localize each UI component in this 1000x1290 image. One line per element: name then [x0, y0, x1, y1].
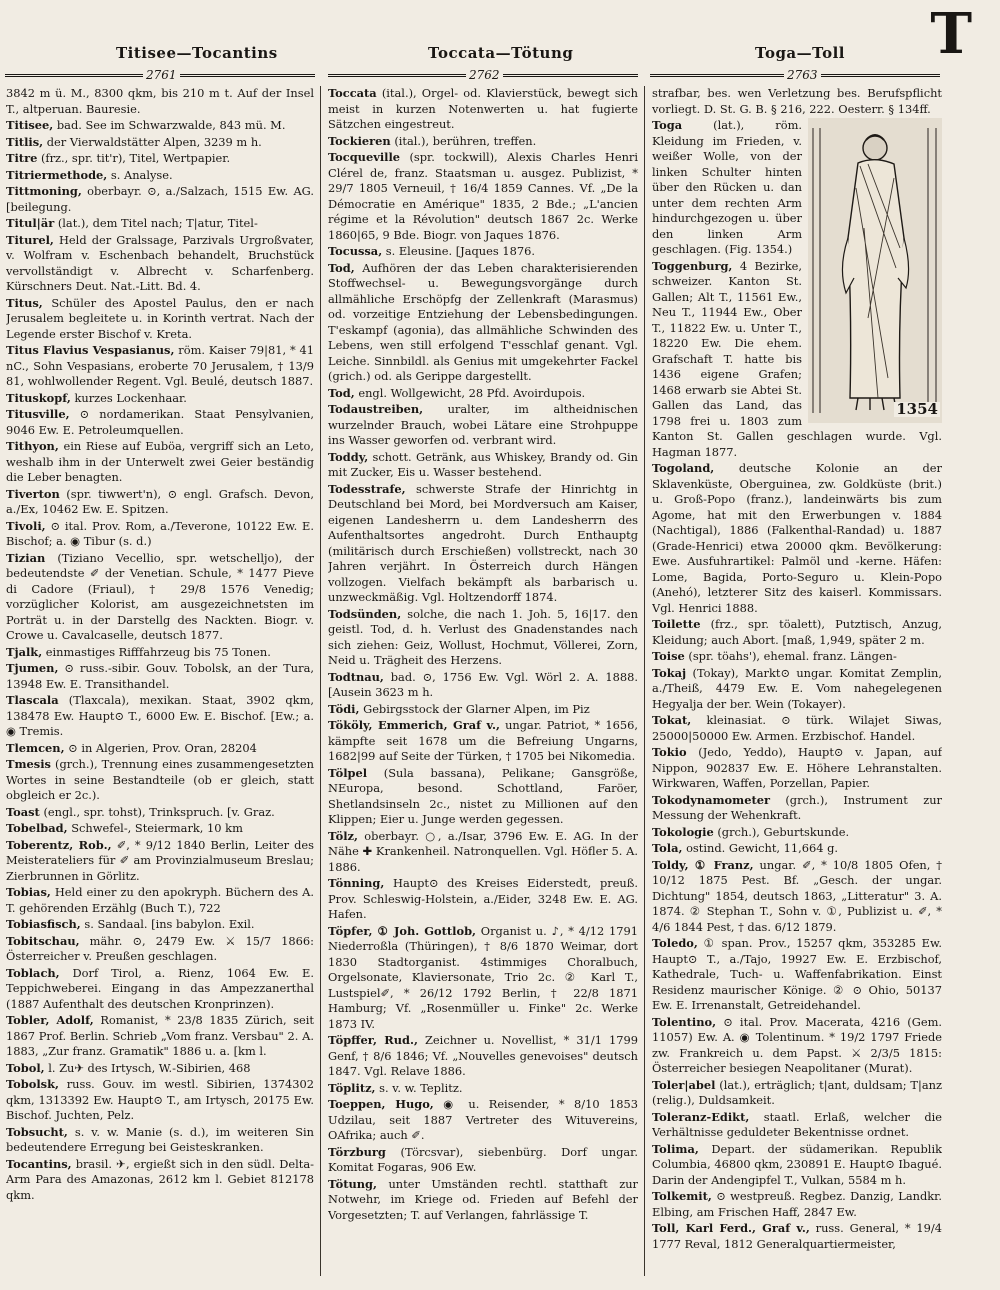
entry-text: s. Eleusine. [Jaques 1876. [385, 244, 535, 258]
dictionary-entry [6, 439, 314, 486]
entry-text: uralter, im altheidnischen wurzelnder Brauch, wobei Lätare eine Strohpuppe ins Wasser geworfen od. verbrant wird. [328, 402, 638, 447]
entry-headword: Toise [652, 649, 685, 663]
dictionary-entry [6, 118, 314, 134]
entry-headword: Toga [652, 118, 683, 132]
entry-headword: Tjumen, [6, 661, 59, 675]
entry-text: (lat.), erträglich; t|ant, duldsam; T|anz (relig.), Duldsamkeit. [652, 1077, 942, 1107]
dictionary-entry [652, 1189, 942, 1220]
entry-text: russ. Gouv. im westl. Sibirien, 1374302 qkm, 1313392 Ew. Haupt⊙ T., am Irtysch, 20175 Ew. Bischof. Juchten, Pelz. [6, 1077, 314, 1122]
entry-headword: Todaustreiben, [328, 402, 424, 416]
dictionary-entry [6, 966, 314, 1013]
entry-headword: Titus Flavius Vespasianus, [6, 343, 175, 357]
entry-headword: Tolentino, [652, 1014, 717, 1029]
entry-headword: Tittmoning, [6, 184, 82, 198]
entry-headword: Tmesis [6, 757, 51, 771]
entry-headword: Tokodynamometer [652, 792, 770, 807]
entry-headword: Toler|abel [652, 1077, 716, 1092]
dictionary-entry [328, 261, 638, 385]
dictionary-entry [6, 885, 314, 916]
page-header [0, 0, 1000, 80]
dictionary-entry [6, 757, 314, 804]
entry-headword: Tölpel [328, 765, 368, 780]
entry-headword: Todesstrafe, [328, 481, 406, 496]
entry-text: ⊙ westpreuß. Regbez. Danzig, Landkr. Elbing, am Frischen Haff, 2847 Ew. [652, 1189, 942, 1219]
page-number-center: 2762 [466, 68, 503, 82]
entry-text: Zeichner u. Novellist, * 31/1 1799 Genf, † 8/6 1846; Vf. „Nouvelles genevoises" deutsch 1847. Vgl. Relave 1886. [328, 1033, 638, 1078]
entry-text: Aufhören der das Leben charakterisierenden Stoffwechsel- u. Bewegungsvorgänge durch allmähliche Erschöpfg der Zellenkraft (Marasmus) od. vorzeitige Entziehung der Lebensbedingungen. T'eskampf (agonia), das allmähliche Schwinden des Lebens, wen still erfolgend T'esschlaf genant. Vgl. Leiche. Sinnbildl. als Genius mit umgekehrter Fackel (grich.) od. als Gerippe dargestellt. [328, 260, 638, 383]
entry-text: (Tlaxcala), mexikan. Staat, 3902 qkm, 138478 Ew. Haupt⊙ T., 6000 Ew. E. Bischof. [Ew.; a. ◉ Tremis. [6, 693, 314, 738]
entry-text: 4 Bezirke, schweizer. Kanton St. Gallen; Alt T., 11561 Ew., Neu T., 11944 Ew., Ober T., 11822 Ew. u. Unter T., 18220 Ew. Die ehem. Grafschaft T. hatte bis 1436 eigene Grafen; 1468 erwarb sie Abtei St. Gallen das Land, das 1798 frei u. 1803 zum Kanton St. Gallen geschlagen wurde. Vgl. Hagman 1877. [652, 258, 942, 459]
column-divider [644, 86, 645, 1276]
dictionary-entry [6, 168, 314, 184]
dictionary-entry [6, 1077, 314, 1124]
dictionary-entry [328, 829, 638, 876]
entry-headword: Tivoli, [6, 518, 46, 533]
entry-headword: Töplitz, [328, 1080, 376, 1095]
entry-text: Held einer zu den apokryph. Büchern des A. T. gehörenden Erzählg (Buch T.), 722 [6, 885, 314, 915]
entry-headword: Tod, [328, 260, 355, 275]
dictionary-entry [652, 86, 942, 117]
entry-headword: Togoland, [652, 461, 715, 475]
entry-text: s. Analyse. [110, 167, 173, 182]
entry-text: engl. Wollgewicht, 28 Pfd. Avoirdupois. [358, 385, 586, 400]
entry-text: ✐, * 9/12 1840 Berlin, Leiter des Meisterateliers für ✐ am Provinzialmuseum Breslau; Zierbrunnen in Görlitz. [6, 837, 314, 883]
entry-text: (frz., spr. töalett), Putztisch, Anzug, Kleidung; auch Abort. [maß, 1,949, später 2 m. [652, 617, 942, 647]
entry-text: mähr. ⊙, 2479 Ew. ⚔ 15/7 1866: Österreicher v. Preußen geschlagen. [6, 933, 314, 963]
dictionary-entry [652, 936, 942, 1014]
dictionary-entry [6, 343, 314, 390]
entry-headword: Tokio [652, 745, 687, 759]
entry-text: Organist u. ♪, * 4/12 1791 Niederroßla (Thüringen), † 8/6 1870 Weimar, dort 1830 Stadtorganist. 4stimmiges Choralbuch, Orgelsonate, Klaviersonate, Trio 2c. ② Karl T., Lustspiel✐, * 26/12 1792 Berlin, † 22/8 1871 Hamburg; Vf. „Rosenmüller u. Finke" 2c. Werke 1873 IV. [328, 923, 638, 1031]
entry-text: (Jedo, Yeddo), Haupt⊙ v. Japan, auf Nippon, 902837 Ew. E. Höhere Lehranstalten. Wirkwaren, Waffen, Porzellan, Papier. [652, 745, 942, 790]
entry-text: (lat.), röm. Kleidung im Frieden, v. weißer Wolle, von der linken Schulter hinten über den Rücken u. dan unter dem rechten Arm hindurchgezogen u. über den linken Arm geschlagen. (Fig. 1354.) [652, 118, 802, 256]
entry-text: unter Umständen rechtl. statthaft zur Notwehr, im Kriege od. Frieden auf Befehl der Vorgesetzten; T. auf Verlangen, fahrlässige T. [328, 1176, 638, 1222]
dictionary-entry [652, 1015, 942, 1077]
entry-text: bad. See im Schwarzwalde, 843 mü. M. [56, 118, 286, 132]
dictionary-entry [6, 645, 314, 661]
dictionary-entry [652, 713, 942, 744]
dictionary-entry [6, 391, 314, 407]
dictionary-entry [652, 841, 942, 857]
dictionary-entry [6, 741, 314, 757]
entry-headword: Tobolsk, [6, 1077, 59, 1091]
entry-headword: Tizian [6, 550, 46, 565]
entry-text: (engl., spr. tohst), Trinkspruch. [v. Graz. [43, 804, 275, 819]
entry-headword: Tölz, [328, 828, 358, 843]
entry-text: (Tokay), Markt⊙ ungar. Komitat Zemplin, a./Theiß, 4479 Ew. E. Vom nahegelegenen Hegyalja der ber. Wein (Tokayer). [652, 665, 942, 711]
dictionary-entry [652, 1078, 942, 1109]
dictionary-entry [328, 1081, 638, 1097]
entry-headword: Tobitschau, [6, 933, 80, 948]
entry-headword: Toberentz, Rob., [6, 837, 112, 852]
entry-text: ungar. Patriot, * 1656, kämpfte seit 1678 um die Befreiung Ungarns, 1682|99 auf Seite der Türken, † 1705 bei Nikomedia. [328, 718, 638, 763]
entry-headword: Tolima, [652, 1141, 699, 1156]
entry-text: bad. ⊙, 1756 Ew. Vgl. Wörl 2. A. 1888. [Ausein 3623 m h. [328, 669, 638, 699]
entry-headword: Todsünden, [328, 606, 402, 621]
entry-text: ostind. Gewicht, 11,664 g. [686, 841, 839, 855]
dictionary-entry [6, 1157, 314, 1204]
dictionary-entry [652, 461, 942, 616]
dictionary-entry [328, 607, 638, 669]
dictionary-entry [6, 1061, 314, 1077]
entry-headword: Tlascala [6, 693, 59, 707]
entry-text: ◉ u. Reisender, * 8/10 1853 Udzilau, seit 1887 Vertreter des Wituvereins, OAfrika; auch ✐. [328, 1097, 638, 1142]
entry-headword: Tobias, [6, 885, 51, 899]
column-divider [320, 86, 321, 1276]
dictionary-entry [652, 1221, 942, 1252]
dictionary-entry [652, 617, 942, 648]
entry-text: einmastiges Rifffahrzeug bis 75 Tonen. [45, 644, 271, 659]
dictionary-entry [6, 519, 314, 550]
entry-text: (frz., spr. tit'r), Titel, Wertpapier. [40, 151, 231, 165]
dictionary-entry [652, 745, 942, 792]
dictionary-entry [328, 1145, 638, 1176]
entry-text: (grch.), Trennung eines zusammengesetzten Wortes in seine Bestandteile (ob er gleich, statt obgleich er 2c.). [6, 757, 314, 802]
entry-text: (ital.), Orgel- od. Klavierstück, bewegt sich meist in kurzen Notenwerten u. hat fugierte Sätzchen eingestreut. [328, 86, 638, 131]
entry-headword: Töpfer, ① Joh. Gottlob, [328, 923, 477, 938]
entry-text: (Törcsvar), siebenbürg. Dorf ungar. Komitat Fogaras, 906 Ew. [328, 1144, 638, 1174]
dictionary-entry [6, 296, 314, 343]
dictionary-entry [6, 917, 314, 933]
dictionary-entry [6, 838, 314, 885]
dictionary-entry [328, 924, 638, 1033]
toga-figure-illustration [808, 118, 942, 423]
entry-headword: Todtnau, [328, 669, 384, 684]
entry-headword: Tocantins, [6, 1156, 72, 1171]
entry-headword: Tokat, [652, 713, 692, 727]
entry-headword: Toledo, [652, 936, 698, 950]
entry-text: Depart. der südamerikan. Republik Columbia, 46800 qkm, 230891 E. Haupt⊙ Ibagué. Darin der Andengipfel T., Vulkan, 5584 m h. [652, 1141, 942, 1187]
entry-headword: Titre [6, 151, 38, 165]
dictionary-entry [6, 821, 314, 837]
entry-headword: Toddy, [328, 449, 369, 464]
entry-text: Haupt⊙ des Kreises Eiderstedt, preuß. Prov. Schleswig-Holstein, a./Eider, 3248 Ew. E. AG. Hafen. [328, 876, 638, 921]
dictionary-entry [6, 1013, 314, 1060]
entry-text: röm. Kaiser 79|81, * 41 nC., Sohn Vespasians, eroberte 70 Jerusalem, † 13/9 81, wohlwollender Regent. Vgl. Beulé, deutsch 1887. [6, 343, 314, 388]
dictionary-entry [328, 670, 638, 701]
dictionary-entry [652, 858, 942, 936]
entry-headword: Titisee, [6, 118, 54, 132]
entry-text: ⊙ nordamerikan. Staat Pensylvanien, 9046 Ew. E. Petroleumquellen. [6, 407, 314, 437]
entry-text: Gebirgsstock der Glarner Alpen, im Piz [363, 701, 590, 716]
entry-text: (Tiziano Vecellio, spr. wetschelljo), der bedeutendste ✐ der Venetian. Schule, * 1477 Pieve di Cadore (Friaul), † 29/8 1576 Venedig; vorzüglicher Kolorist, am ausgezeichnetsten im Porträt u. in der Darstellg des Nackten. Biogr. v. Crowe u. Cavalcaselle, deutsch 1877. [6, 550, 314, 642]
entry-text: l. Zu✈ des Irtysch, W.-Sibirien, 468 [48, 1060, 251, 1075]
entry-headword: Tithyon, [6, 439, 59, 453]
entry-text: Romanist, * 23/8 1835 Zürich, seit 1867 Prof. Berlin. Schrieb „Vom franz. Versbau" 2. A. 1883, „Zur franz. Gramatik" 1886 u. a. [km l. [6, 1013, 314, 1058]
dictionary-entry [6, 661, 314, 692]
entry-text: (lat.), dem Titel nach; T|atur, Titel- [57, 216, 258, 230]
dictionary-entry [6, 487, 314, 518]
entry-text: ⊙ russ.-sibir. Gouv. Tobolsk, an der Tura, 13948 Ew. E. Transithandel. [6, 661, 314, 691]
left-running-head: Titisee—Tocantins [116, 44, 278, 62]
dictionary-entry [328, 1033, 638, 1080]
entry-text: schwerste Strafe der Hinrichtg in Deutschland bei Mord, bei Mordversuch am Kaiser, eigenen Landesherrn u. dem Landesherrn des Aufenthaltsortes angedroht. Durch Enthauptg (militärisch durch Erschießen) vollstreckt, nach 30 Jahren verjährt. In Österreich durch Hängen vollzogen. Vielfach bekämpft als barbarisch u. unzweckmäßig. Vgl. Holtzendorff 1874. [328, 481, 638, 604]
entry-text: ⊙ in Algerien, Prov. Oran, 28204 [68, 740, 257, 755]
entry-headword: Tobsucht, [6, 1124, 68, 1139]
dictionary-entry [328, 702, 638, 718]
dictionary-entry [652, 793, 942, 824]
entry-headword: Titus, [6, 295, 43, 310]
entry-text: staatl. Erlaß, welcher die Verhältnisse geduldeter Bekentnisse ordnet. [652, 1109, 942, 1139]
entry-headword: Tokaj [652, 665, 687, 680]
entry-headword: Toldy, ① Franz, [652, 857, 754, 872]
entry-text: kleinasiat. ⊙ türk. Wilajet Siwas, 25000|50000 Ew. Armen. Erzbischof. Handel. [652, 713, 942, 743]
entry-text: s. v. w. Teplitz. [379, 1080, 463, 1095]
entry-text: ungar. ✐, * 10/8 1805 Ofen, † 10/12 1875 Pest. Bf. „Gesch. der ungar. Dichtung" 1854, deutsch 1863, „Litteratur" 3. A. 1874. ② Stephan T., Sohn v. ①, Publizist u. ✐, * 4/6 1844 Pest, † das. 6/12 1879. [652, 857, 942, 934]
entry-text: (spr. töahs'), ehemal. franz. Längen- [688, 649, 897, 663]
dictionary-entry [6, 184, 314, 215]
entry-headword: Tocqueville [328, 150, 401, 164]
entry-text: ⊙ ital. Prov. Macerata, 4216 (Gem. 11057) Ew. A. ◉ Tolentinum. * 19/2 1797 Friede zw. Frankreich u. dem Papst. ⚔ 2/3/5 1815: Österreicher besiegen Neapolitaner (Murat). [652, 1014, 942, 1075]
entry-headword: Tönning, [328, 876, 385, 890]
entry-headword: Tokologie [652, 824, 714, 839]
entry-headword: Titul|är [6, 216, 55, 230]
dictionary-entry [6, 135, 314, 151]
section-letter: T [930, 1, 972, 67]
dictionary-entry [6, 551, 314, 644]
dictionary-entry [6, 233, 314, 295]
entry-headword: Tlemcen, [6, 740, 65, 755]
entry-text: Schwefel-, Steiermark, 10 km [71, 821, 243, 835]
dictionary-entry [328, 876, 638, 923]
dictionary-entry [328, 386, 638, 402]
entry-text: russ. General, * 19/4 1777 Reval, 1812 Generalquartiermeister, [652, 1221, 942, 1251]
entry-text: ein Riese auf Euböa, vergriff sich an Leto, weshalb ihm in der Unterwelt zwei Geier beständig die Leber benagten. [6, 439, 314, 484]
entry-headword: Tököly, Emmerich, Graf v., [328, 718, 500, 732]
entry-headword: Tobol, [6, 1060, 45, 1075]
right-column [652, 86, 942, 1276]
dictionary-entry [6, 1125, 314, 1156]
dictionary-entry [6, 934, 314, 965]
entry-text: Held der Gralssage, Parzivals Urgroßvater, v. Wolfram v. Eschenbach behandelt, Bruchstück vervollständigt v. Albrecht v. Scharfenberg. Kürschners Deut. Nat.-Litt. Bd. 4. [6, 232, 314, 293]
entry-headword: Tockieren [328, 133, 391, 148]
entry-headword: Toeppen, Hugo, [328, 1097, 434, 1111]
entry-text: Dorf Tirol, a. Rienz, 1064 Ew. E. Teppichweberei. Eingang in das Ampezzanerthal (1887 Aufenthalt des deutschen Kronprinzen). [6, 965, 314, 1011]
dictionary-entry [652, 1142, 942, 1189]
entry-headword: Titusville, [6, 407, 70, 421]
page-number-right: 2763 [784, 68, 821, 82]
entry-headword: Tod, [328, 385, 355, 400]
entry-headword: Tjalk, [6, 644, 43, 659]
dictionary-entry [328, 86, 638, 133]
dictionary-entry [6, 151, 314, 167]
entry-text: (grch.), Geburtskunde. [717, 824, 850, 839]
dictionary-entry [6, 693, 314, 740]
right-running-head: Toga—Toll [755, 44, 845, 62]
entry-headword: Tobler, Adolf, [6, 1013, 94, 1027]
dictionary-entry [328, 1097, 638, 1144]
entry-headword: Töpffer, Rud., [328, 1033, 418, 1047]
entry-text: oberbayr. ○, a./Isar, 3796 Ew. E. AG. In der Nähe ✚ Krankenheil. Natronquellen. Vgl. Höfler 5. A. 1886. [328, 828, 638, 874]
entry-headword: Tituskopf, [6, 390, 71, 405]
entry-text: Schüler des Apostel Paulus, den er nach Jerusalem begleitete u. in Korinth vertrat. Nach der Legende erster Bischof v. Kreta. [6, 295, 314, 341]
entry-text: s. Sandaal. [ins babylon. Exil. [84, 917, 255, 931]
toga-figure-icon [808, 118, 942, 423]
dictionary-entry [652, 666, 942, 713]
entry-headword: Tocussa, [328, 244, 383, 258]
entry-text: (ital.), berühren, treffen. [394, 133, 537, 148]
entry-headword: Tödi, [328, 701, 360, 716]
entry-text: ① span. Prov., 15257 qkm, 353285 Ew. Haupt⊙ T., a./Tajo, 19927 Ew. E. Erzbischof, Kathedrale, Tuch- u. Waffenfabrikation. Einst Residenz maurischer Könige. ② ⊙ Ohio, 50137 Ew. E. Irrenanstalt, Getreidehandel. [652, 936, 942, 1012]
entry-headword: Toblach, [6, 965, 60, 980]
entry-text: oberbayr. ⊙, a./Salzach, 1515 Ew. AG. [beilegung. [6, 184, 314, 214]
entry-text: brasil. ✈, ergießt sich in den südl. Delta-Arm Para des Amazonas, 2612 km l. Gebiet 812178 qkm. [6, 1156, 314, 1202]
entry-headword: Tola, [652, 841, 683, 855]
entry-text: (Sula bassana), Pelikane; Gansgröße, NEuropa, besond. Schottland, Faröer, Shetlandsinseln 2c., nistet zu Millionen auf den Klippen; Eier u. Junge werden gegessen. [328, 765, 638, 826]
dictionary-entry [328, 450, 638, 481]
entry-text: schott. Getränk, aus Whiskey, Brandy od. Gin mit Zucker, Eis u. Wasser bestehend. [328, 449, 638, 479]
entry-text: kurzes Lockenhaar. [74, 390, 187, 405]
entry-headword: Törzburg [328, 1144, 386, 1159]
entry-headword: Tolkemit, [652, 1189, 712, 1203]
entry-headword: Titurel, [6, 232, 54, 247]
entry-headword: Titlis, [6, 134, 44, 149]
entry-text: solche, die nach 1. Joh. 5, 16|17. den geistl. Tod, d. h. Verlust des Gnadenstandes nach sich ziehen: Geiz, Wollust, Hochmut, Völlerei, Zorn, Neid u. Trägheit des Herzens. [328, 606, 638, 667]
page-number-left: 2761 [143, 68, 180, 82]
center-running-head: Toccata—Tötung [428, 44, 574, 62]
entry-text: deutsche Kolonie an der Sklavenküste, Oberguinea, zw. Goldküste (brit.) u. Groß-Popo (franz.), landeinwärts bis zum Agome, hat mit den Erwerbungen v. 1884 (Nachtigal), 1886 (Falkenthal-Randad) u. 1887 (Grade-Henrici) etwa 20000 qkm. Bevölkerung: Ewe. Ausfuhrartikel: Palmöl und -kerne. Häfen: Lome, Bagida, Porto-Seguro u. Klein-Popo (Anehó), letzterer Sitz des kaiserl. Kommissars. Vgl. Henrici 1888. [652, 461, 942, 615]
entry-text: der Vierwaldstätter Alpen, 3239 m h. [46, 134, 262, 149]
left-column [6, 86, 314, 1276]
dictionary-entry [6, 216, 314, 232]
dictionary-entry [328, 150, 638, 243]
entry-headword: Toll, Karl Ferd., Graf v., [652, 1221, 810, 1235]
entry-headword: Toleranz-Edikt, [652, 1109, 750, 1124]
entry-text: ⊙ ital. Prov. Rom, a./Teverone, 10122 Ew. E. Bischof; a. ◉ Tibur (s. d.) [6, 518, 314, 548]
dictionary-entry [328, 1177, 638, 1224]
entry-headword: Tobiasfisch, [6, 917, 81, 931]
entry-headword: Tiverton [6, 486, 60, 501]
entry-text: 3842 m ü. M., 8300 qkm, bis 210 m t. Auf der Insel T., altperuan. Bauresie. [6, 86, 314, 116]
entry-headword: Toggenburg, [652, 258, 733, 273]
entry-headword: Tobelbad, [6, 821, 68, 835]
entry-headword: Toast [6, 804, 40, 819]
dictionary-entry [652, 1110, 942, 1141]
entry-headword: Tötung, [328, 1176, 377, 1191]
entry-text: (grch.), Instrument zur Messung der Wehenkraft. [652, 792, 942, 822]
entry-text: strafbar, bes. wen Verletzung bes. Berufspflicht vorliegt. D. St. G. B. § 216, 222. Oesterr. § 134ff. [652, 86, 942, 116]
dictionary-entry [652, 825, 942, 841]
center-column [328, 86, 638, 1276]
dictionary-entry [6, 805, 314, 821]
entry-headword: Titriermethode, [6, 167, 108, 182]
dictionary-entry [6, 86, 314, 117]
entry-text: (spr. tiwwert'n), ⊙ engl. Grafsch. Devon, a./Ex, 10462 Ew. E. Spitzen. [6, 486, 314, 516]
entry-text: s. v. w. Manie (s. d.), im weiteren Sin bedeutendere Erregung bei Geisteskranken. [6, 1124, 314, 1154]
dictionary-entry [6, 407, 314, 438]
entry-text: (spr. tockwill), Alexis Charles Henri Clérel de, franz. Staatsman u. ausgez. Publizist, * 29/7 1805 Verneuil, † 16/4 1859 Cannes. Vf. „De la Démocratie en Amérique" 1835, 2 Bde.; „L'ancien régime et la Révolution" deutsch 1867 2c. Werke 1860|65, 9 Bde. Biogr. von Jaques 1876. [328, 150, 638, 242]
dictionary-entry [652, 649, 942, 665]
entry-headword: Toccata [328, 86, 377, 100]
dictionary-entry [328, 134, 638, 150]
dictionary-entry [328, 244, 638, 260]
figure-number: 1354 [896, 399, 938, 418]
dictionary-entry [328, 482, 638, 606]
dictionary-entry [328, 766, 638, 828]
dictionary-entry [328, 718, 638, 765]
entry-headword: Toilette [652, 617, 701, 631]
dictionary-entry [328, 402, 638, 449]
